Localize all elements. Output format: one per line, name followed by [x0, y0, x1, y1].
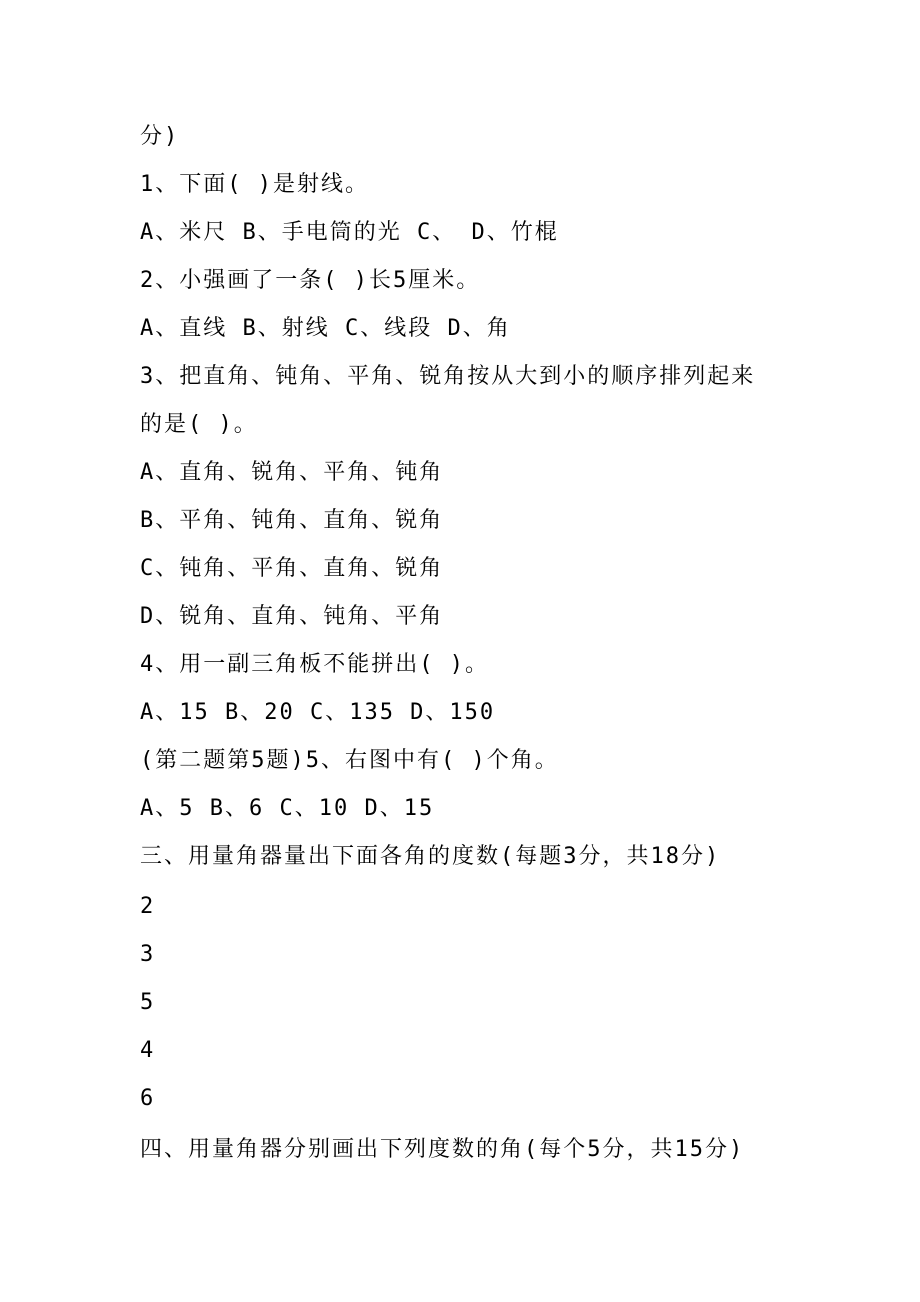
question-3-option-c: C、钝角、平角、直角、锐角 [140, 556, 444, 581]
question-3: 3、把直角、钝角、平角、锐角按从大到小的顺序排列起来 [140, 364, 756, 389]
angle-label: 6 [140, 1086, 156, 1111]
question-1: 1、下面( )是射线。 [140, 172, 369, 197]
text-line: 分) [140, 124, 180, 149]
question-3-cont: 的是( )。 [140, 412, 258, 437]
question-2: 2、小强画了一条( )长5厘米。 [140, 268, 481, 293]
question-5-options: A、5 B、6 C、10 D、15 [140, 796, 435, 821]
question-3-option-d: D、锐角、直角、钝角、平角 [140, 604, 444, 629]
question-3-option-b: B、平角、钝角、直角、锐角 [140, 508, 444, 533]
angle-label: 5 [140, 990, 156, 1015]
question-2-options: A、直线 B、射线 C、线段 D、角 [140, 316, 511, 341]
angle-label: 3 [140, 942, 156, 967]
question-1-options: A、米尺 B、手电筒的光 C、 D、竹棍 [140, 220, 559, 245]
question-4: 4、用一副三角板不能拼出( )。 [140, 652, 489, 677]
question-3-option-a: A、直角、锐角、平角、钝角 [140, 460, 444, 485]
section-4-heading: 四、用量角器分别画出下列度数的角(每个5分，共15分) [140, 1137, 745, 1162]
angle-label: 4 [140, 1038, 156, 1063]
section-3-heading: 三、用量角器量出下面各角的度数(每题3分，共18分) [140, 844, 721, 869]
angle-label: 2 [140, 894, 156, 919]
question-5: (第二题第5题)5、右图中有( )个角。 [140, 748, 559, 773]
question-4-options: A、15 B、20 C、135 D、150 [140, 700, 496, 725]
